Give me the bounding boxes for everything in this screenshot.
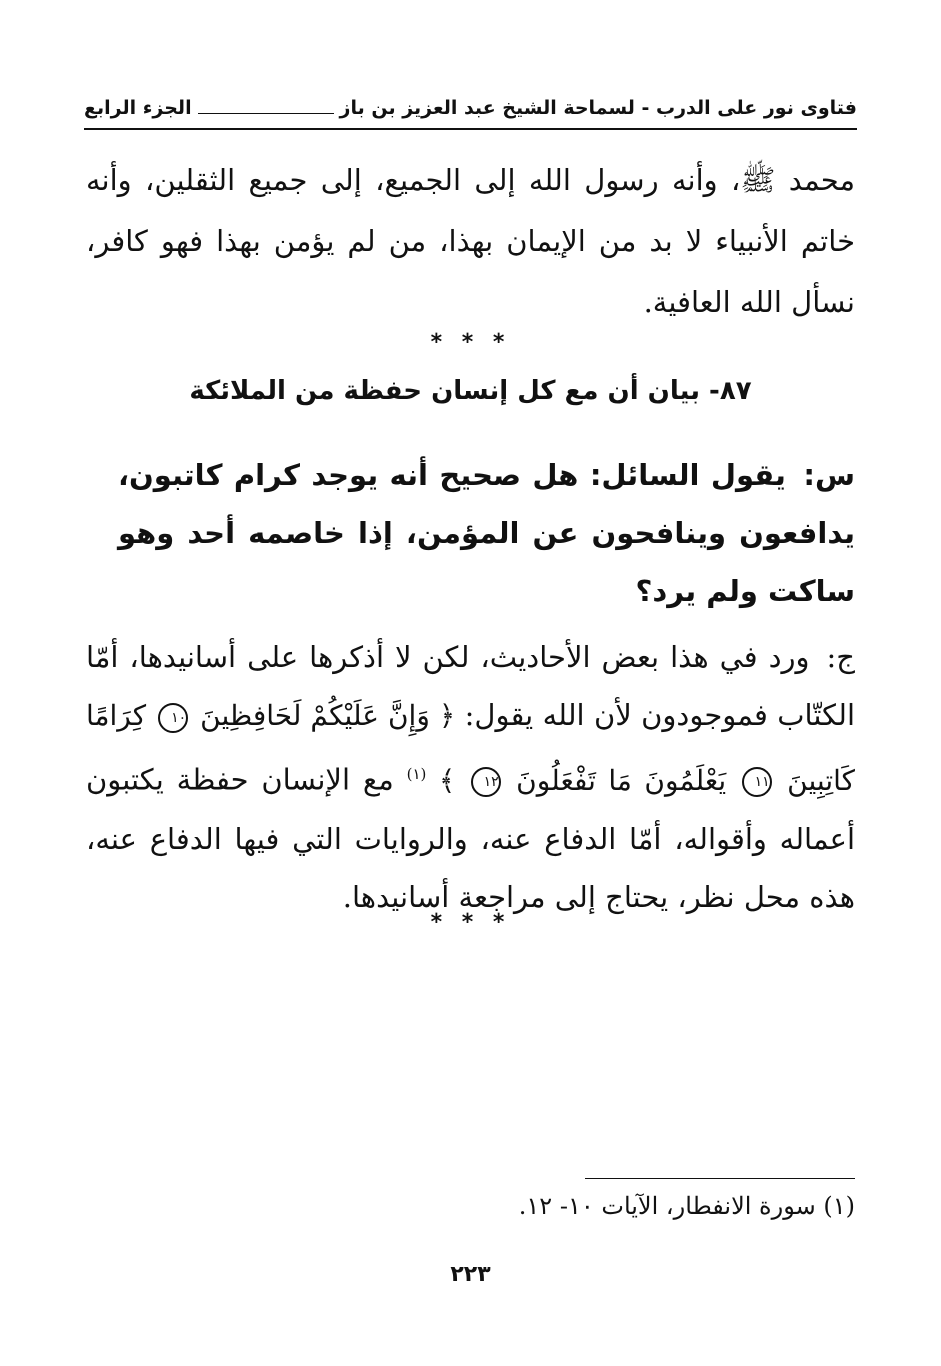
quran-verse-12: يَعْلَمُونَ مَا تَفْعَلُونَ bbox=[516, 763, 727, 797]
ayah-number-10: ١٠ bbox=[158, 703, 188, 733]
quran-open-bracket: ﴿ bbox=[438, 699, 456, 732]
quran-close-bracket: ﴾ bbox=[438, 763, 456, 797]
answer-paragraph bbox=[86, 628, 855, 926]
answer-text-2: مع الإنسان حفظة يكتبون أعماله وأقواله، أمّا الدفاع عنه، والروايات التي فيها الدفاع عنه، هذه محل نظر، يحتاج إلى مراجعة أسانيدها. bbox=[86, 762, 855, 914]
section-separator: * * * bbox=[430, 330, 511, 355]
ayah-number-11: ١١ bbox=[742, 767, 772, 797]
header-rule bbox=[198, 113, 334, 114]
section-separator-end: * * * bbox=[430, 910, 511, 935]
answer-text-1: ورد في هذا بعض الأحاديث، لكن لا أذكرها على أسانيدها، أمّا الكتّاب فموجودون لأن الله يقول: bbox=[86, 640, 856, 732]
question-paragraph bbox=[118, 446, 855, 620]
footnote-reference: (١) bbox=[406, 765, 427, 783]
quran-verse-11: كِرَامًا كَاتِبِينَ bbox=[86, 699, 855, 797]
footnote: (١) سورة الانفطار، الآيات ١٠- ١٢. bbox=[518, 1192, 855, 1220]
ayah-number-12: ١٢ bbox=[471, 767, 501, 797]
intro-paragraph: محمد ﷺ، وأنه رسول الله إلى الجميع، إلى جميع الثقلين، وأنه خاتم الأنبياء لا بد من الإيمان بهذا، من لم يؤمن بهذا فهو كافر، نسأل الله العافية. bbox=[86, 163, 855, 319]
running-header bbox=[84, 88, 857, 130]
page-number: ٢٢٣ bbox=[450, 1262, 491, 1287]
answer-label: ج: bbox=[826, 640, 855, 674]
book-title: فتاوى نور على الدرب - لسماحة الشيخ عبد العزيز بن باز bbox=[339, 97, 857, 119]
question-label: س: bbox=[803, 458, 855, 492]
footnote-rule bbox=[585, 1178, 855, 1179]
volume-label: الجزء الرابع bbox=[84, 97, 192, 119]
question-text: يقول السائل: هل صحيح أنه يوجد كرام كاتبون، يدافعون وينافحون عن المؤمن، إذا خاصمه أحد وهو ساكت ولم يرد؟ bbox=[118, 458, 855, 608]
quran-verse-10: وَإِنَّ عَلَيْكُمْ لَحَافِظِينَ bbox=[200, 699, 430, 732]
section-heading: ٨٧- بيان أن مع كل إنسان حفظة من الملائكة bbox=[189, 376, 752, 406]
